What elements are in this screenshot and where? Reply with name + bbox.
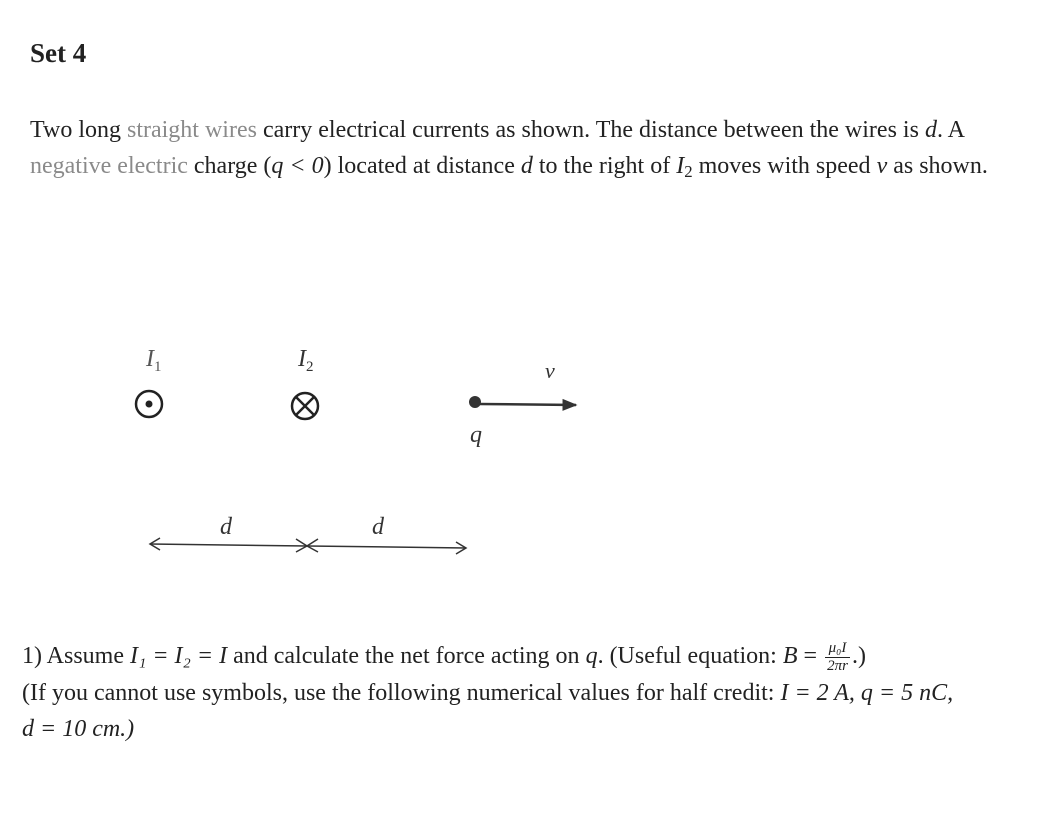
fraction-numerator: μ₀I [825,640,850,658]
math-q: q [585,643,598,669]
question-line-3 [22,711,1052,747]
current-into-page-icon [292,393,318,419]
math-condition: q < 0 [271,153,324,179]
text: moves with speed [692,153,877,179]
math-d: d [924,117,937,143]
text: . A [936,117,965,143]
equals-sign: = [797,643,824,669]
question-line-2 [22,675,1052,711]
text: Two long [30,117,127,143]
faded-text: negative electric [30,153,188,179]
math-d: d [520,153,533,179]
distance-label-right: d [372,514,384,540]
math-I: I [676,153,685,179]
problem-intro [30,112,1045,184]
set-heading: Set 4 [30,38,87,68]
distance-label-left: d [220,514,232,540]
question-1 [22,638,1052,747]
useful-equation-fraction [825,640,850,675]
math-B: B [782,643,798,669]
fraction-denominator: 2πr [827,657,848,674]
text: (If you cannot use symbols, use the following numerical values for half credit: [22,679,781,706]
text: and calculate the net force acting on [227,643,586,669]
velocity-arrow [479,404,576,405]
charge-label: q [470,422,482,448]
text: charge ( [187,153,272,179]
distance-arrows [150,538,466,554]
charge-dot [469,396,481,408]
intro-line-2 [30,148,1045,184]
question-line-1 [22,638,1052,675]
faded-text: straight wires [126,117,257,143]
math-values: d = 10 cm.) [22,715,135,742]
text: to the right of [532,153,677,179]
text: 1) Assume [22,643,130,669]
text: carry electrical currents as shown. The distance between the wires is [256,117,925,143]
subscript: 2 [684,162,693,182]
text: .) [851,643,866,669]
math-v: v [876,153,888,179]
math-assumption: I₁ = I₂ = I [130,643,228,669]
text: as shown. [887,153,988,179]
wire-diagram [0,320,620,570]
text: ) located at distance [323,153,521,179]
intro-line-1 [30,112,1045,148]
wire2-label: $I_2$ [298,346,314,375]
text: . (Useful equation: [597,643,783,669]
velocity-label: v⃗ [545,358,572,383]
math-values: I = 2 A, q = 5 nC, [780,679,954,706]
current-out-of-page-icon [136,391,162,417]
wire1-label: $I_1$ [146,346,162,375]
